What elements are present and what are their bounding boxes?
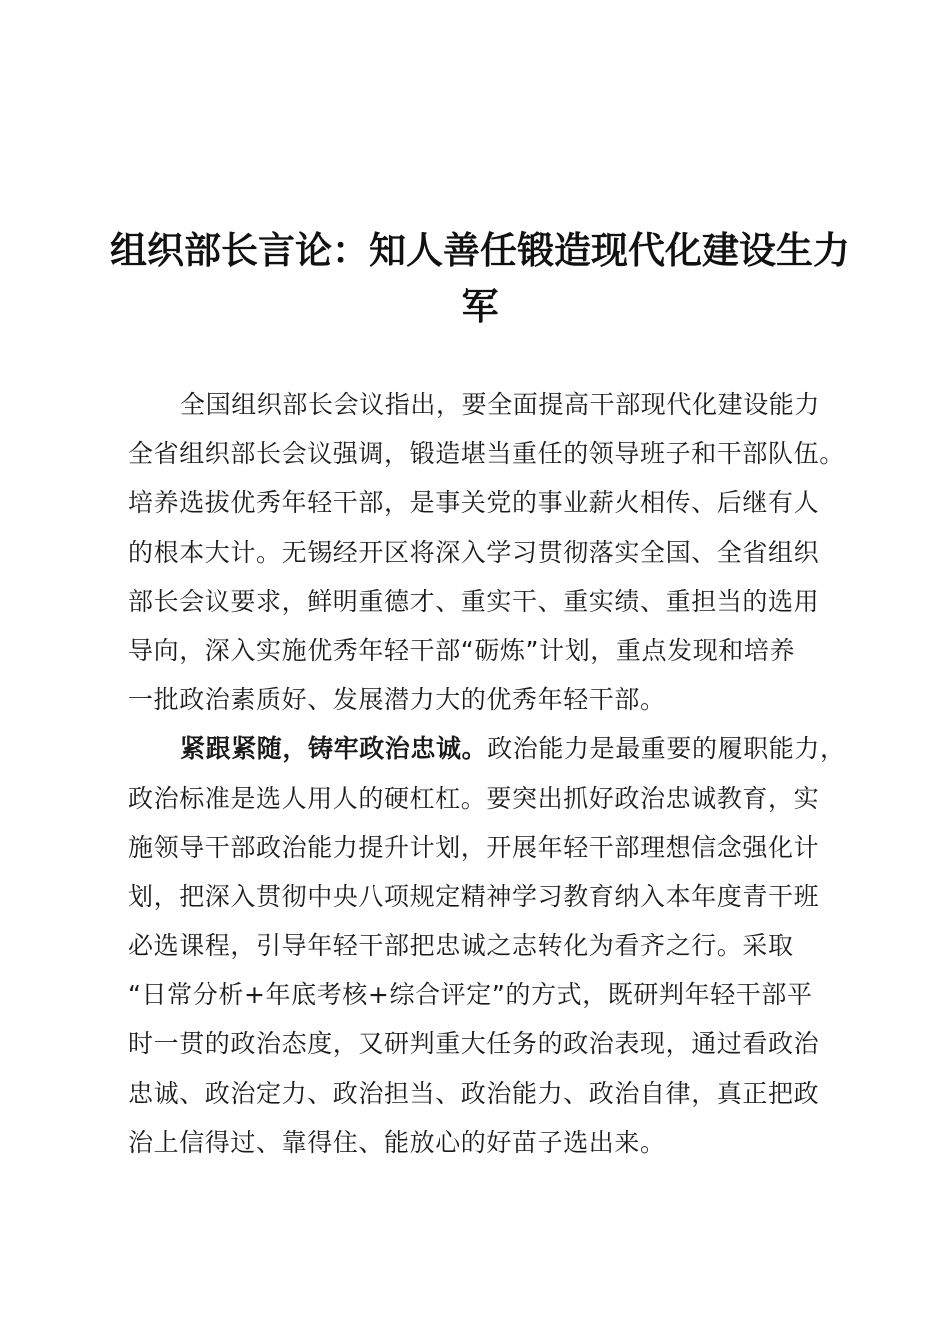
paragraph-line: 划，把深入贯彻中央八项规定精神学习教育纳入本年度青干班 [128, 881, 820, 911]
paragraph-line: “日常分析+年底考核+综合评定”的方式，既研判年轻干部平 [128, 980, 813, 1010]
paragraph-line: 部长会议要求，鲜明重德才、重实干、重实绩、重担当的选用 [128, 586, 820, 616]
section-heading: 紧跟紧随，铸牢政治忠诚。 [180, 734, 488, 764]
paragraph-line: 忠诚、政治定力、政治担当、政治能力、政治自律，真正把政 [128, 1078, 820, 1108]
paragraph-2 [128, 724, 846, 1167]
paragraph-line: 导向，深入实施优秀年轻干部“砺炼”计划，重点发现和培养 [128, 635, 796, 665]
paragraph-line: 必选课程，引导年轻干部把忠诚之志转化为看齐之行。采取 [128, 931, 794, 961]
paragraph-line: 治上信得过、靠得住、能放心的好苗子选出来。 [128, 1127, 666, 1157]
first-line-text: 政治能力是最重要的履职能力， [487, 734, 846, 764]
document-body [128, 380, 846, 1167]
paragraph-line: 全省组织部长会议强调，锻造堪当重任的领导班子和干部队伍。 [128, 439, 845, 469]
title-line-2: 军 [461, 284, 499, 328]
paragraph-line: 政治标准是选人用人的硬杠杠。要突出抓好政治忠诚教育，实 [128, 783, 820, 813]
paragraph-line: 施领导干部政治能力提升计划，开展年轻干部理想信念强化计 [128, 832, 820, 862]
paragraph-line: 一批政治素质好、发展潜力大的优秀年轻干部。 [128, 685, 666, 715]
title-line-1: 组织部长言论：知人善任锻造现代化建设生力 [110, 228, 850, 272]
paragraph-line: 培养选拔优秀年轻干部，是事关党的事业薪火相传、后继有人 [128, 488, 820, 518]
paragraph-first-line [128, 724, 846, 773]
paragraph-1 [128, 380, 845, 724]
paragraph-line: 的根本大计。无锡经开区将深入学习贯彻落实全国、全省组织 [128, 537, 820, 567]
paragraph-line: 全国组织部长会议指出，要全面提高干部现代化建设能力 [180, 390, 821, 419]
paragraph-line: 时一贯的政治态度，又研判重大任务的政治表现，通过看政治 [128, 1029, 820, 1059]
document-title [110, 222, 850, 334]
